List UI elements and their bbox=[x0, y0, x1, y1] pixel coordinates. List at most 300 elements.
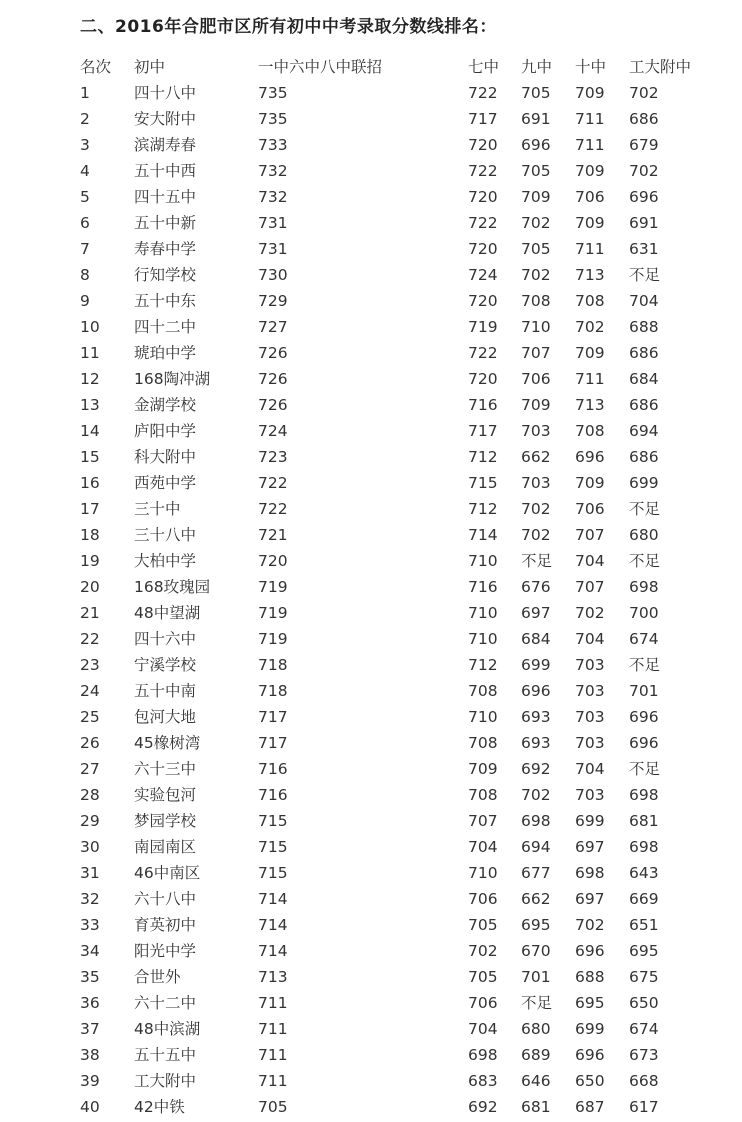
cell-gongda: 673 bbox=[629, 1046, 659, 1064]
cell-school: 五十中西 bbox=[134, 162, 197, 180]
cell-no9: 702 bbox=[521, 266, 551, 284]
cell-no9: 689 bbox=[521, 1046, 551, 1064]
cell-no7: 706 bbox=[468, 890, 498, 908]
cell-rank: 36 bbox=[80, 994, 100, 1012]
cell-no9: 696 bbox=[521, 682, 551, 700]
cell-no7: 715 bbox=[468, 474, 498, 492]
cell-no9: 691 bbox=[521, 110, 551, 128]
cell-joint-enrollment: 717 bbox=[258, 734, 288, 752]
cell-joint-enrollment: 711 bbox=[258, 1046, 288, 1064]
cell-rank: 19 bbox=[80, 552, 100, 570]
cell-joint-enrollment: 719 bbox=[258, 630, 288, 648]
cell-joint-enrollment: 719 bbox=[258, 604, 288, 622]
cell-school: 包河大地 bbox=[134, 708, 197, 726]
cell-school: 五十中南 bbox=[134, 682, 197, 700]
cell-joint-enrollment: 711 bbox=[258, 1072, 288, 1090]
cell-rank: 4 bbox=[80, 162, 90, 180]
cell-rank: 22 bbox=[80, 630, 100, 648]
cell-gongda: 701 bbox=[629, 682, 659, 700]
header-school: 初中 bbox=[134, 58, 166, 76]
cell-rank: 17 bbox=[80, 500, 100, 518]
cell-no7: 720 bbox=[468, 240, 498, 258]
cell-rank: 14 bbox=[80, 422, 100, 440]
cell-no9: 677 bbox=[521, 864, 551, 882]
cell-gongda: 696 bbox=[629, 734, 659, 752]
table-row bbox=[0, 522, 742, 548]
table-row bbox=[0, 652, 742, 678]
cell-joint-enrollment: 715 bbox=[258, 864, 288, 882]
cell-gongda: 617 bbox=[629, 1098, 659, 1116]
cell-gongda: 691 bbox=[629, 214, 659, 232]
cell-rank: 6 bbox=[80, 214, 90, 232]
cell-school: 42中铁 bbox=[134, 1098, 185, 1116]
cell-gongda: 696 bbox=[629, 188, 659, 206]
cell-joint-enrollment: 711 bbox=[258, 1020, 288, 1038]
table-row bbox=[0, 834, 742, 860]
cell-rank: 24 bbox=[80, 682, 100, 700]
table-row bbox=[0, 912, 742, 938]
cell-joint-enrollment: 726 bbox=[258, 344, 288, 362]
cell-rank: 18 bbox=[80, 526, 100, 544]
cell-no7: 704 bbox=[468, 1020, 498, 1038]
cell-no7: 724 bbox=[468, 266, 498, 284]
cell-school: 合世外 bbox=[134, 968, 181, 986]
cell-rank: 5 bbox=[80, 188, 90, 206]
cell-school: 六十八中 bbox=[134, 890, 197, 908]
cell-no10: 650 bbox=[575, 1072, 605, 1090]
cell-rank: 29 bbox=[80, 812, 100, 830]
cell-joint-enrollment: 720 bbox=[258, 552, 288, 570]
cell-no7: 692 bbox=[468, 1098, 498, 1116]
cell-gongda: 669 bbox=[629, 890, 659, 908]
cell-school: 滨湖寿春 bbox=[134, 136, 197, 154]
cell-school: 琥珀中学 bbox=[134, 344, 197, 362]
table-row bbox=[0, 574, 742, 600]
cell-no10: 702 bbox=[575, 318, 605, 336]
cell-gongda: 675 bbox=[629, 968, 659, 986]
cell-no9: 702 bbox=[521, 786, 551, 804]
cell-joint-enrollment: 705 bbox=[258, 1098, 288, 1116]
cell-gongda: 702 bbox=[629, 162, 659, 180]
header-gongda: 工大附中 bbox=[629, 58, 692, 76]
cell-no7: 716 bbox=[468, 396, 498, 414]
cell-no10: 706 bbox=[575, 188, 605, 206]
table-row bbox=[0, 106, 742, 132]
cell-no9: 698 bbox=[521, 812, 551, 830]
cell-joint-enrollment: 714 bbox=[258, 916, 288, 934]
cell-joint-enrollment: 718 bbox=[258, 682, 288, 700]
table-row bbox=[0, 990, 742, 1016]
cell-joint-enrollment: 731 bbox=[258, 214, 288, 232]
cell-gongda: 686 bbox=[629, 110, 659, 128]
table-header-row bbox=[0, 54, 742, 80]
cell-no10: 707 bbox=[575, 578, 605, 596]
cell-no10: 695 bbox=[575, 994, 605, 1012]
cell-no7: 708 bbox=[468, 734, 498, 752]
cell-rank: 39 bbox=[80, 1072, 100, 1090]
cell-no9: 705 bbox=[521, 162, 551, 180]
header-no9: 九中 bbox=[521, 58, 553, 76]
cell-no9: 684 bbox=[521, 630, 551, 648]
table-row bbox=[0, 1068, 742, 1094]
cell-gongda: 不足 bbox=[629, 760, 661, 778]
cell-no7: 720 bbox=[468, 136, 498, 154]
cell-rank: 30 bbox=[80, 838, 100, 856]
cell-no10: 703 bbox=[575, 734, 605, 752]
table-row bbox=[0, 1016, 742, 1042]
cell-no7: 702 bbox=[468, 942, 498, 960]
cell-no7: 705 bbox=[468, 916, 498, 934]
table-row bbox=[0, 886, 742, 912]
cell-joint-enrollment: 714 bbox=[258, 942, 288, 960]
cell-rank: 23 bbox=[80, 656, 100, 674]
cell-no10: 709 bbox=[575, 84, 605, 102]
cell-school: 行知学校 bbox=[134, 266, 197, 284]
cell-no10: 708 bbox=[575, 422, 605, 440]
cell-no7: 710 bbox=[468, 552, 498, 570]
cell-no10: 711 bbox=[575, 136, 605, 154]
cell-no10: 704 bbox=[575, 630, 605, 648]
cell-no9: 694 bbox=[521, 838, 551, 856]
cell-no10: 696 bbox=[575, 448, 605, 466]
cell-school: 168陶冲湖 bbox=[134, 370, 211, 388]
cell-school: 四十二中 bbox=[134, 318, 197, 336]
cell-no9: 692 bbox=[521, 760, 551, 778]
cell-no10: 703 bbox=[575, 786, 605, 804]
cell-gongda: 696 bbox=[629, 708, 659, 726]
cell-joint-enrollment: 715 bbox=[258, 812, 288, 830]
table-row bbox=[0, 730, 742, 756]
cell-rank: 9 bbox=[80, 292, 90, 310]
cell-no7: 708 bbox=[468, 786, 498, 804]
cell-no9: 662 bbox=[521, 448, 551, 466]
cell-rank: 1 bbox=[80, 84, 90, 102]
cell-gongda: 674 bbox=[629, 1020, 659, 1038]
cell-joint-enrollment: 727 bbox=[258, 318, 288, 336]
cell-no9: 708 bbox=[521, 292, 551, 310]
cell-no7: 712 bbox=[468, 656, 498, 674]
cell-joint-enrollment: 714 bbox=[258, 890, 288, 908]
cell-no7: 709 bbox=[468, 760, 498, 778]
table-row bbox=[0, 288, 742, 314]
table-row bbox=[0, 314, 742, 340]
cell-rank: 2 bbox=[80, 110, 90, 128]
cell-gongda: 不足 bbox=[629, 552, 661, 570]
cell-no9: 646 bbox=[521, 1072, 551, 1090]
cell-rank: 16 bbox=[80, 474, 100, 492]
cell-no7: 716 bbox=[468, 578, 498, 596]
header-rank: 名次 bbox=[80, 58, 112, 76]
cell-gongda: 651 bbox=[629, 916, 659, 934]
table-row bbox=[0, 132, 742, 158]
table-row bbox=[0, 470, 742, 496]
table-row bbox=[0, 808, 742, 834]
cell-rank: 32 bbox=[80, 890, 100, 908]
cell-joint-enrollment: 731 bbox=[258, 240, 288, 258]
cell-no9: 710 bbox=[521, 318, 551, 336]
cell-no9: 680 bbox=[521, 1020, 551, 1038]
cell-no9: 695 bbox=[521, 916, 551, 934]
cell-no10: 709 bbox=[575, 344, 605, 362]
cell-rank: 27 bbox=[80, 760, 100, 778]
cell-school: 六十二中 bbox=[134, 994, 197, 1012]
cell-no7: 704 bbox=[468, 838, 498, 856]
cell-no10: 687 bbox=[575, 1098, 605, 1116]
cell-gongda: 686 bbox=[629, 396, 659, 414]
cell-gongda: 695 bbox=[629, 942, 659, 960]
cell-joint-enrollment: 716 bbox=[258, 760, 288, 778]
cell-joint-enrollment: 732 bbox=[258, 162, 288, 180]
cell-joint-enrollment: 730 bbox=[258, 266, 288, 284]
table-row bbox=[0, 418, 742, 444]
cell-joint-enrollment: 721 bbox=[258, 526, 288, 544]
cell-school: 五十五中 bbox=[134, 1046, 197, 1064]
table-row bbox=[0, 782, 742, 808]
cell-joint-enrollment: 726 bbox=[258, 396, 288, 414]
cell-joint-enrollment: 729 bbox=[258, 292, 288, 310]
cell-no7: 707 bbox=[468, 812, 498, 830]
cell-no9: 699 bbox=[521, 656, 551, 674]
cell-no10: 704 bbox=[575, 760, 605, 778]
cell-no10: 696 bbox=[575, 942, 605, 960]
cell-rank: 13 bbox=[80, 396, 100, 414]
cell-rank: 40 bbox=[80, 1098, 100, 1116]
cell-rank: 25 bbox=[80, 708, 100, 726]
cell-no7: 710 bbox=[468, 864, 498, 882]
cell-joint-enrollment: 716 bbox=[258, 786, 288, 804]
cell-joint-enrollment: 724 bbox=[258, 422, 288, 440]
cell-no9: 709 bbox=[521, 188, 551, 206]
cell-no9: 703 bbox=[521, 422, 551, 440]
cell-school: 寿春中学 bbox=[134, 240, 197, 258]
cell-no9: 702 bbox=[521, 526, 551, 544]
cell-gongda: 684 bbox=[629, 370, 659, 388]
table-row bbox=[0, 366, 742, 392]
cell-school: 48中望湖 bbox=[134, 604, 201, 622]
cell-rank: 10 bbox=[80, 318, 100, 336]
cell-joint-enrollment: 718 bbox=[258, 656, 288, 674]
cell-no10: 698 bbox=[575, 864, 605, 882]
cell-rank: 37 bbox=[80, 1020, 100, 1038]
table-row bbox=[0, 600, 742, 626]
cell-no10: 703 bbox=[575, 656, 605, 674]
table-row bbox=[0, 158, 742, 184]
cell-joint-enrollment: 715 bbox=[258, 838, 288, 856]
cell-gongda: 668 bbox=[629, 1072, 659, 1090]
cell-no10: 696 bbox=[575, 1046, 605, 1064]
cell-rank: 20 bbox=[80, 578, 100, 596]
cell-school: 金湖学校 bbox=[134, 396, 197, 414]
cell-no7: 722 bbox=[468, 162, 498, 180]
cell-no7: 710 bbox=[468, 708, 498, 726]
table-row bbox=[0, 1042, 742, 1068]
cell-joint-enrollment: 713 bbox=[258, 968, 288, 986]
cell-joint-enrollment: 723 bbox=[258, 448, 288, 466]
cell-no10: 713 bbox=[575, 396, 605, 414]
table-row bbox=[0, 80, 742, 106]
cell-school: 科大附中 bbox=[134, 448, 197, 466]
header-no10: 十中 bbox=[575, 58, 607, 76]
cell-no7: 706 bbox=[468, 994, 498, 1012]
cell-rank: 8 bbox=[80, 266, 90, 284]
cell-no10: 703 bbox=[575, 682, 605, 700]
cell-no10: 706 bbox=[575, 500, 605, 518]
cell-rank: 34 bbox=[80, 942, 100, 960]
header-no7: 七中 bbox=[468, 58, 500, 76]
cell-joint-enrollment: 726 bbox=[258, 370, 288, 388]
cell-school: 南园南区 bbox=[134, 838, 197, 856]
cell-no10: 711 bbox=[575, 110, 605, 128]
cell-no7: 705 bbox=[468, 968, 498, 986]
cell-no10: 711 bbox=[575, 370, 605, 388]
cell-no7: 698 bbox=[468, 1046, 498, 1064]
cell-gongda: 688 bbox=[629, 318, 659, 336]
cell-rank: 28 bbox=[80, 786, 100, 804]
cell-rank: 21 bbox=[80, 604, 100, 622]
cell-gongda: 698 bbox=[629, 786, 659, 804]
cell-joint-enrollment: 711 bbox=[258, 994, 288, 1012]
cell-no9: 662 bbox=[521, 890, 551, 908]
cell-no10: 707 bbox=[575, 526, 605, 544]
cell-rank: 12 bbox=[80, 370, 100, 388]
cell-school: 四十五中 bbox=[134, 188, 197, 206]
cell-gongda: 700 bbox=[629, 604, 659, 622]
cell-no9: 701 bbox=[521, 968, 551, 986]
cell-no10: 713 bbox=[575, 266, 605, 284]
cell-school: 宁溪学校 bbox=[134, 656, 197, 674]
cell-gongda: 699 bbox=[629, 474, 659, 492]
cell-no9: 707 bbox=[521, 344, 551, 362]
cell-gongda: 694 bbox=[629, 422, 659, 440]
cell-no10: 702 bbox=[575, 916, 605, 934]
cell-school: 五十中新 bbox=[134, 214, 197, 232]
cell-gongda: 不足 bbox=[629, 500, 661, 518]
cell-school: 168玫瑰园 bbox=[134, 578, 211, 596]
cell-gongda: 698 bbox=[629, 838, 659, 856]
cell-no9: 705 bbox=[521, 84, 551, 102]
table-row bbox=[0, 860, 742, 886]
cell-no7: 683 bbox=[468, 1072, 498, 1090]
cell-no9: 不足 bbox=[521, 994, 553, 1012]
table-row bbox=[0, 964, 742, 990]
cell-school: 实验包河 bbox=[134, 786, 197, 804]
cell-gongda: 680 bbox=[629, 526, 659, 544]
cell-no7: 722 bbox=[468, 214, 498, 232]
cell-school: 育英初中 bbox=[134, 916, 197, 934]
cell-no9: 676 bbox=[521, 578, 551, 596]
cell-joint-enrollment: 722 bbox=[258, 474, 288, 492]
table-row bbox=[0, 236, 742, 262]
cell-no10: 702 bbox=[575, 604, 605, 622]
cell-gongda: 674 bbox=[629, 630, 659, 648]
table-row bbox=[0, 548, 742, 574]
cell-no10: 708 bbox=[575, 292, 605, 310]
cell-no9: 693 bbox=[521, 734, 551, 752]
table-row bbox=[0, 210, 742, 236]
cell-joint-enrollment: 719 bbox=[258, 578, 288, 596]
cell-no10: 699 bbox=[575, 1020, 605, 1038]
header-joint-enrollment: 一中六中八中联招 bbox=[258, 58, 383, 76]
cell-gongda: 650 bbox=[629, 994, 659, 1012]
cell-joint-enrollment: 733 bbox=[258, 136, 288, 154]
cell-rank: 33 bbox=[80, 916, 100, 934]
cell-rank: 3 bbox=[80, 136, 90, 154]
cell-joint-enrollment: 732 bbox=[258, 188, 288, 206]
cell-school: 安大附中 bbox=[134, 110, 197, 128]
cell-no7: 722 bbox=[468, 84, 498, 102]
cell-no7: 717 bbox=[468, 422, 498, 440]
page-heading: 二、2016年合肥市区所有初中中考录取分数线排名： bbox=[80, 17, 497, 37]
table-row bbox=[0, 678, 742, 704]
cell-no7: 720 bbox=[468, 292, 498, 310]
cell-rank: 35 bbox=[80, 968, 100, 986]
cell-no7: 712 bbox=[468, 448, 498, 466]
cell-no7: 719 bbox=[468, 318, 498, 336]
cell-gongda: 681 bbox=[629, 812, 659, 830]
cell-no7: 714 bbox=[468, 526, 498, 544]
cell-rank: 26 bbox=[80, 734, 100, 752]
cell-no10: 688 bbox=[575, 968, 605, 986]
cell-no9: 697 bbox=[521, 604, 551, 622]
cell-rank: 11 bbox=[80, 344, 100, 362]
table-row bbox=[0, 392, 742, 418]
cell-gongda: 643 bbox=[629, 864, 659, 882]
cell-school: 六十三中 bbox=[134, 760, 197, 778]
cell-gongda: 702 bbox=[629, 84, 659, 102]
table-row bbox=[0, 938, 742, 964]
cell-joint-enrollment: 735 bbox=[258, 84, 288, 102]
cell-no10: 704 bbox=[575, 552, 605, 570]
cell-school: 三十中 bbox=[134, 500, 181, 518]
cell-gongda: 698 bbox=[629, 578, 659, 596]
cell-no7: 722 bbox=[468, 344, 498, 362]
cell-school: 大柏中学 bbox=[134, 552, 197, 570]
table-row bbox=[0, 496, 742, 522]
cell-gongda: 704 bbox=[629, 292, 659, 310]
cell-no9: 696 bbox=[521, 136, 551, 154]
table-row bbox=[0, 704, 742, 730]
cell-gongda: 不足 bbox=[629, 656, 661, 674]
cell-no7: 710 bbox=[468, 604, 498, 622]
cell-no10: 697 bbox=[575, 838, 605, 856]
cell-no9: 670 bbox=[521, 942, 551, 960]
cell-no9: 706 bbox=[521, 370, 551, 388]
cell-no10: 703 bbox=[575, 708, 605, 726]
table-row bbox=[0, 444, 742, 470]
cell-gongda: 631 bbox=[629, 240, 659, 258]
cell-joint-enrollment: 717 bbox=[258, 708, 288, 726]
score-table bbox=[0, 54, 742, 1120]
cell-school: 五十中东 bbox=[134, 292, 197, 310]
cell-school: 梦园学校 bbox=[134, 812, 197, 830]
table-row bbox=[0, 756, 742, 782]
cell-no9: 703 bbox=[521, 474, 551, 492]
cell-school: 庐阳中学 bbox=[134, 422, 197, 440]
cell-gongda: 不足 bbox=[629, 266, 661, 284]
cell-no9: 693 bbox=[521, 708, 551, 726]
cell-school: 西苑中学 bbox=[134, 474, 197, 492]
cell-rank: 15 bbox=[80, 448, 100, 466]
cell-no7: 720 bbox=[468, 370, 498, 388]
cell-rank: 7 bbox=[80, 240, 90, 258]
cell-gongda: 686 bbox=[629, 448, 659, 466]
cell-joint-enrollment: 735 bbox=[258, 110, 288, 128]
cell-no7: 708 bbox=[468, 682, 498, 700]
cell-school: 45橡树湾 bbox=[134, 734, 201, 752]
table-row bbox=[0, 262, 742, 288]
cell-gongda: 679 bbox=[629, 136, 659, 154]
cell-no9: 702 bbox=[521, 214, 551, 232]
